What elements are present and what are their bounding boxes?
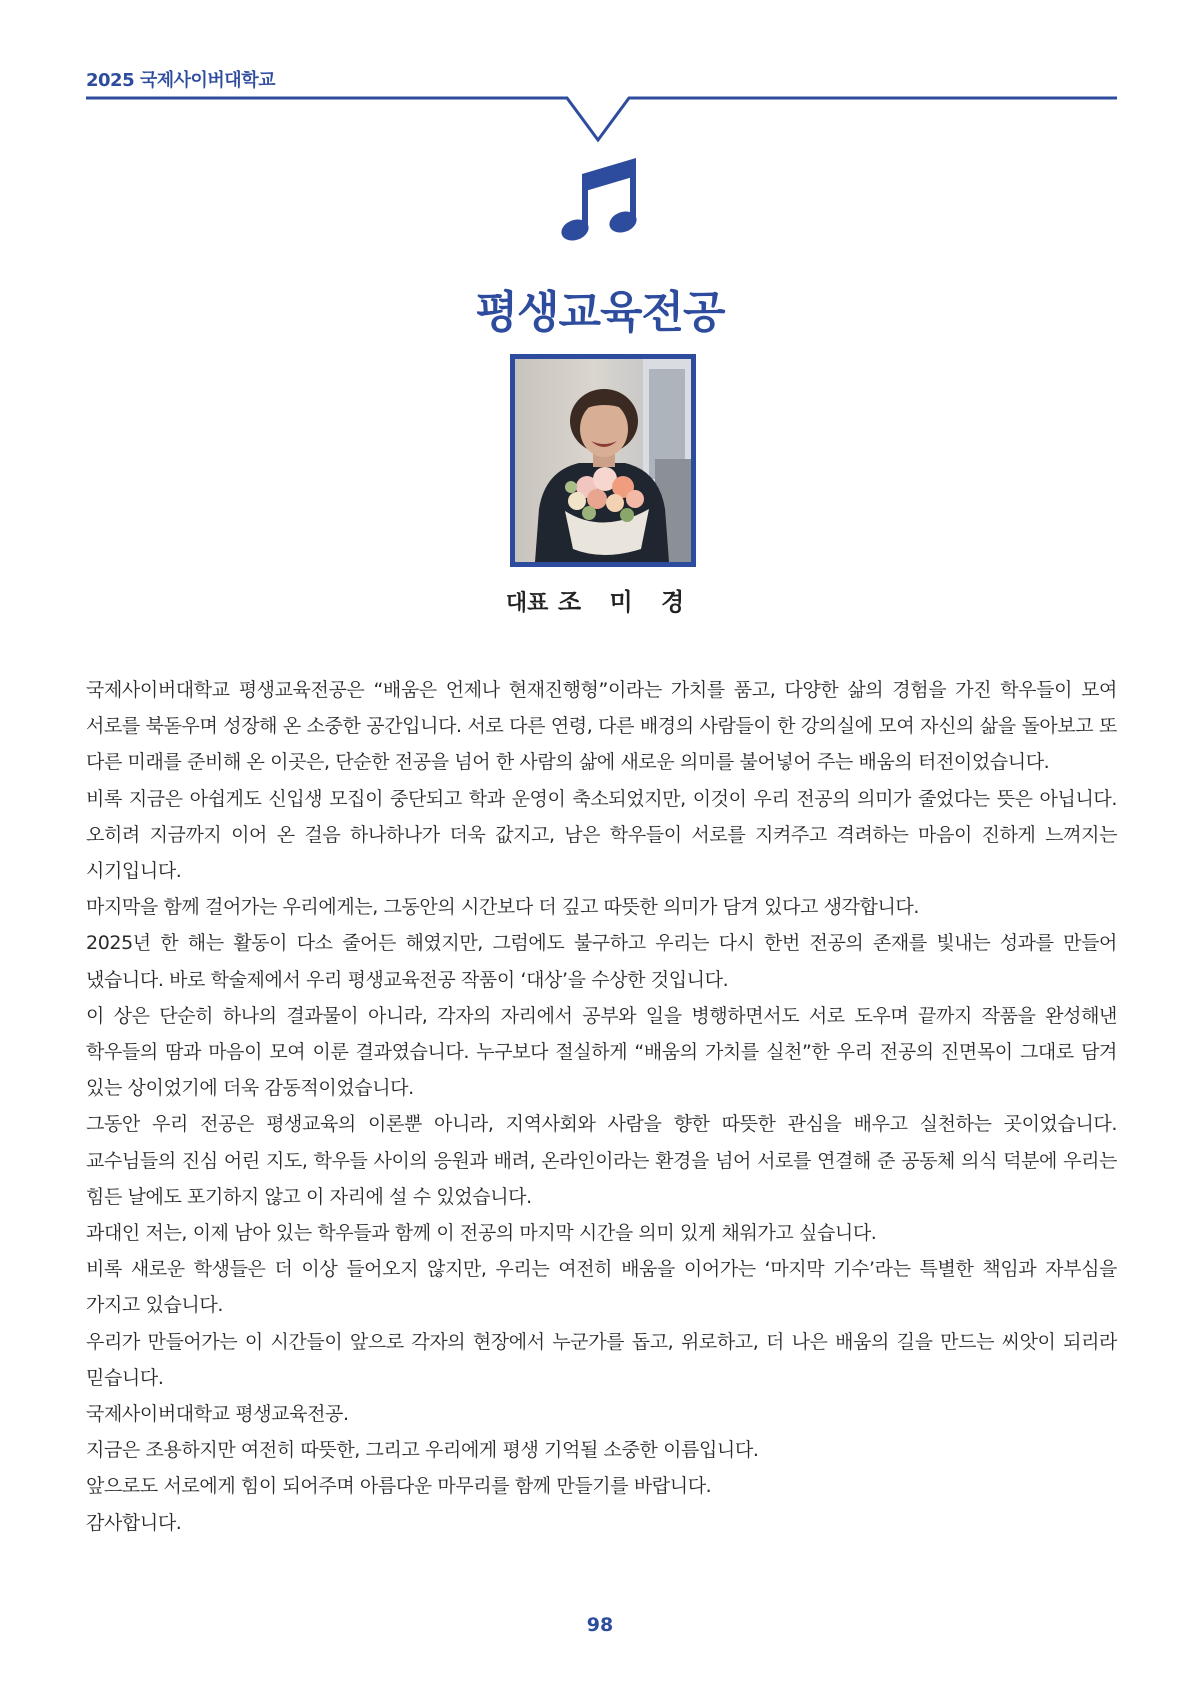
paragraph: 감사합니다. [86, 1511, 182, 1534]
paragraph: 2025년 한 해는 활동이 다소 줄어든 해였지만, 그럼에도 불구하고 우리는 다시 한번 전공의 존재를 빛내는 성과를 만들어 냈습니다. 바로 학술제에서 우리 평생교육전공 작품이 ‘대상’을 수상한 것입니다. [86, 932, 1117, 991]
paragraph: 마지막을 함께 걸어가는 우리에게는, 그동안의 시간보다 더 깊고 따뜻한 의미가 담겨 있다고 생각합니다. [86, 896, 920, 919]
article-body [86, 672, 1117, 1541]
music-note-icon [560, 158, 640, 248]
representative-name: 조 미 경 [557, 588, 695, 616]
paragraph: 앞으로도 서로에게 힘이 되어주며 아름다운 마무리를 함께 만들기를 바랍니다. [86, 1475, 712, 1498]
header-title: 2025 국제사이버대학교 [86, 70, 275, 91]
paragraph: 우리가 만들어가는 이 시간들이 앞으로 각자의 현장에서 누군가를 돕고, 위로하고, 더 나은 배움의 길을 만드는 씨앗이 되리라 믿습니다. [86, 1330, 1117, 1389]
paragraph: 과대인 저는, 이제 남아 있는 학우들과 함께 이 전공의 마지막 시간을 의미 있게 채워가고 싶습니다. [86, 1222, 877, 1245]
paragraph: 이 상은 단순히 하나의 결과물이 아니라, 각자의 자리에서 공부와 일을 병행하면서도 서로 도우며 끝까지 작품을 완성해낸 학우들의 땀과 마음이 모여 이룬 결과였습니다. 누구보다 절실하게 “배움의 가치를 실천”한 우리 전공의 진면목이 그대로 담겨 있는 상이었기에 더욱 감동적이었습니다. [86, 1004, 1117, 1100]
representative-role: 대표 [505, 591, 549, 616]
header-notch-divider [0, 0, 1200, 150]
representative-name-line [0, 582, 1200, 617]
page-number: 98 [586, 1614, 614, 1636]
paragraph: 비록 새로운 학생들은 더 이상 들어오지 않지만, 우리는 여전히 배움을 이어가는 ‘마지막 기수’라는 특별한 책임과 자부심을 가지고 있습니다. [86, 1258, 1117, 1317]
section-title: 평생교육전공 [475, 287, 725, 338]
paragraph: 국제사이버대학교 평생교육전공. [86, 1403, 349, 1426]
representative-photo [515, 359, 691, 562]
representative-photo-frame [510, 354, 696, 567]
paragraph: 비록 지금은 아쉽게도 신입생 모집이 중단되고 학과 운영이 축소되었지만, 이것이 우리 전공의 의미가 줄었다는 뜻은 아닙니다. 오히려 지금까지 이어 온 걸음 하나하나가 더욱 값지고, 남은 학우들이 서로를 지켜주고 격려하는 마음이 진하게 느껴지는 시기입니다. [86, 787, 1117, 883]
paragraph: 지금은 조용하지만 여전히 따뜻한, 그리고 우리에게 평생 기억될 소중한 이름입니다. [86, 1439, 759, 1462]
paragraph: 국제사이버대학교 평생교육전공은 “배움은 언제나 현재진행형”이라는 가치를 품고, 다양한 삶의 경험을 가진 학우들이 모여 서로를 북돋우며 성장해 온 소중한 공간입니다. 서로 다른 연령, 다른 배경의 사람들이 한 강의실에 모여 자신의 삶을 돌아보고 또 다른 미래를 준비해 온 이곳은, 단순한 전공을 넘어 한 사람의 삶에 새로운 의미를 불어넣어 주는 배움의 터전이었습니다. [86, 679, 1117, 774]
paragraph: 그동안 우리 전공은 평생교육의 이론뿐 아니라, 지역사회와 사람을 향한 따뜻한 관심을 배우고 실천하는 곳이었습니다. 교수님들의 진심 어린 지도, 학우들 사이의 응원과 배려, 온라인이라는 환경을 넘어 서로를 연결해 준 공동체 의식 덕분에 우리는 힘든 날에도 포기하지 않고 이 자리에 설 수 있었습니다. [86, 1113, 1117, 1208]
